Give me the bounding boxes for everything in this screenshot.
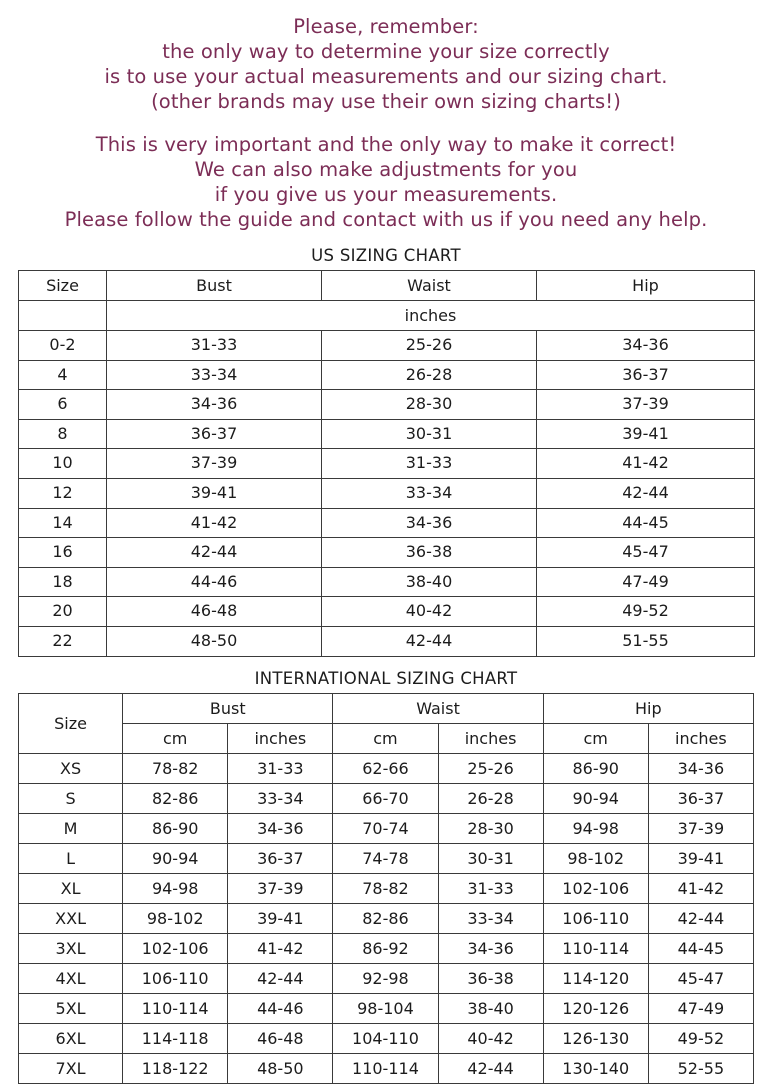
cell-hip: 51-55: [537, 626, 755, 656]
cell-waist-cm: 104-110: [333, 1023, 438, 1053]
column-header-hip: Hip: [537, 271, 755, 301]
cell-waist-in: 26-28: [438, 783, 543, 813]
cell-bust-cm: 94-98: [123, 873, 228, 903]
table-row: [19, 963, 754, 993]
table-row: [19, 753, 754, 783]
cell-size: 20: [19, 597, 107, 627]
sizing-notice: [18, 14, 754, 232]
cell-hip-cm: 126-130: [543, 1023, 648, 1053]
cell-bust-cm: 78-82: [123, 753, 228, 783]
cell-waist: 38-40: [322, 567, 537, 597]
cell-hip: 47-49: [537, 567, 755, 597]
cell-hip-in: 34-36: [648, 753, 753, 783]
cell-hip: 39-41: [537, 419, 755, 449]
notice-line: if you give us your measurements.: [214, 183, 558, 206]
column-header-size: Size: [19, 271, 107, 301]
notice-line: Please follow the guide and contact with us if you need any help.: [64, 208, 708, 231]
cell-bust: 44-46: [107, 567, 322, 597]
cell-waist-cm: 62-66: [333, 753, 438, 783]
table-row: [19, 1023, 754, 1053]
cell-size: 10: [19, 449, 107, 479]
cell-bust-in: 44-46: [228, 993, 333, 1023]
cell-waist-in: 25-26: [438, 753, 543, 783]
cell-size: 8: [19, 419, 107, 449]
cell-bust: 34-36: [107, 390, 322, 420]
cell-hip-in: 36-37: [648, 783, 753, 813]
cell-bust: 42-44: [107, 538, 322, 568]
cell-waist-cm: 66-70: [333, 783, 438, 813]
international-sizing-table: [18, 693, 754, 1084]
cell-waist-in: 30-31: [438, 843, 543, 873]
cell-bust: 31-33: [107, 331, 322, 361]
cell-waist-cm: 74-78: [333, 843, 438, 873]
table-row: [19, 933, 754, 963]
cell-bust-cm: 118-122: [123, 1053, 228, 1083]
subheader-hip-cm: cm: [543, 723, 648, 753]
intl-chart-title: INTERNATIONAL SIZING CHART: [254, 668, 518, 688]
cell-size: 6: [19, 390, 107, 420]
table-row: [19, 390, 755, 420]
table-row: [19, 360, 755, 390]
cell-size: 0-2: [19, 331, 107, 361]
cell-waist: 42-44: [322, 626, 537, 656]
cell-hip: 49-52: [537, 597, 755, 627]
cell-waist-in: 42-44: [438, 1053, 543, 1083]
cell-hip-cm: 110-114: [543, 933, 648, 963]
cell-bust-in: 31-33: [228, 753, 333, 783]
cell-size: 7XL: [19, 1053, 123, 1083]
cell-hip-in: 39-41: [648, 843, 753, 873]
subheader-waist-cm: cm: [333, 723, 438, 753]
cell-waist-in: 31-33: [438, 873, 543, 903]
cell-hip-cm: 86-90: [543, 753, 648, 783]
cell-waist: 26-28: [322, 360, 537, 390]
cell-bust: 39-41: [107, 478, 322, 508]
cell-bust: 37-39: [107, 449, 322, 479]
cell-size: L: [19, 843, 123, 873]
table-row: [19, 626, 755, 656]
table-row: [19, 449, 755, 479]
cell-size: XS: [19, 753, 123, 783]
cell-bust-in: 41-42: [228, 933, 333, 963]
cell-hip-in: 44-45: [648, 933, 753, 963]
cell-bust: 41-42: [107, 508, 322, 538]
cell-waist-cm: 86-92: [333, 933, 438, 963]
cell-bust-in: 39-41: [228, 903, 333, 933]
cell-bust: 48-50: [107, 626, 322, 656]
us-chart-title: US SIZING CHART: [311, 246, 461, 265]
table-header-row: [19, 693, 754, 723]
cell-hip-in: 52-55: [648, 1053, 753, 1083]
cell-waist-in: 34-36: [438, 933, 543, 963]
subheader-bust-cm: cm: [123, 723, 228, 753]
cell-size: 3XL: [19, 933, 123, 963]
table-row: [19, 331, 755, 361]
table-row: [19, 993, 754, 1023]
cell-bust-cm: 98-102: [123, 903, 228, 933]
table-row: [19, 478, 755, 508]
cell-hip: 34-36: [537, 331, 755, 361]
cell-bust-cm: 110-114: [123, 993, 228, 1023]
cell-waist-cm: 82-86: [333, 903, 438, 933]
notice-block-b: [18, 132, 754, 232]
cell-size: 12: [19, 478, 107, 508]
cell-bust-in: 37-39: [228, 873, 333, 903]
table-header-row: [19, 271, 755, 301]
cell-waist-in: 40-42: [438, 1023, 543, 1053]
cell-hip-in: 41-42: [648, 873, 753, 903]
cell-bust-cm: 102-106: [123, 933, 228, 963]
cell-size: 22: [19, 626, 107, 656]
cell-hip-cm: 98-102: [543, 843, 648, 873]
table-units-row: [19, 301, 755, 331]
column-header-hip: Hip: [543, 693, 753, 723]
cell-bust-in: 46-48: [228, 1023, 333, 1053]
subheader-bust-inches: inches: [228, 723, 333, 753]
cell-waist: 36-38: [322, 538, 537, 568]
cell-bust-cm: 82-86: [123, 783, 228, 813]
cell-hip-cm: 114-120: [543, 963, 648, 993]
cell-bust: 36-37: [107, 419, 322, 449]
cell-waist-cm: 70-74: [333, 813, 438, 843]
table-row: [19, 783, 754, 813]
cell-size: XL: [19, 873, 123, 903]
cell-hip-in: 37-39: [648, 813, 753, 843]
cell-bust-in: 36-37: [228, 843, 333, 873]
cell-hip-in: 45-47: [648, 963, 753, 993]
cell-size: 16: [19, 538, 107, 568]
cell-bust-cm: 114-118: [123, 1023, 228, 1053]
column-header-size: Size: [19, 693, 123, 753]
cell-bust-in: 33-34: [228, 783, 333, 813]
cell-bust: 33-34: [107, 360, 322, 390]
cell-size: S: [19, 783, 123, 813]
notice-line: the only way to determine your size correctly: [162, 40, 610, 63]
notice-line: We can also make adjustments for you: [194, 158, 578, 181]
table-row: [19, 508, 755, 538]
notice-line: is to use your actual measurements and our sizing chart.: [104, 65, 668, 88]
cell-hip-cm: 120-126: [543, 993, 648, 1023]
cell-hip: 41-42: [537, 449, 755, 479]
table-row: [19, 1053, 754, 1083]
cell-waist: 28-30: [322, 390, 537, 420]
cell-hip-cm: 102-106: [543, 873, 648, 903]
cell-waist: 31-33: [322, 449, 537, 479]
cell-waist-in: 36-38: [438, 963, 543, 993]
cell-waist-cm: 92-98: [333, 963, 438, 993]
cell-bust-in: 34-36: [228, 813, 333, 843]
cell-waist-cm: 110-114: [333, 1053, 438, 1083]
cell-waist: 30-31: [322, 419, 537, 449]
cell-size: 4: [19, 360, 107, 390]
cell-size: 4XL: [19, 963, 123, 993]
cell-bust-cm: 86-90: [123, 813, 228, 843]
cell-hip: 42-44: [537, 478, 755, 508]
cell-bust-cm: 90-94: [123, 843, 228, 873]
cell-waist-in: 28-30: [438, 813, 543, 843]
cell-hip-cm: 106-110: [543, 903, 648, 933]
cell-hip-in: 47-49: [648, 993, 753, 1023]
cell-size: 6XL: [19, 1023, 123, 1053]
cell-hip: 45-47: [537, 538, 755, 568]
cell-hip: 37-39: [537, 390, 755, 420]
column-header-bust: Bust: [123, 693, 333, 723]
table-row: [19, 843, 754, 873]
table-row: [19, 873, 754, 903]
table-row: [19, 567, 755, 597]
table-row: [19, 813, 754, 843]
cell-bust-in: 42-44: [228, 963, 333, 993]
cell-waist-in: 33-34: [438, 903, 543, 933]
cell-size: 5XL: [19, 993, 123, 1023]
table-subheader-row: [19, 723, 754, 753]
column-header-waist: Waist: [333, 693, 543, 723]
subheader-hip-inches: inches: [648, 723, 753, 753]
table-row: [19, 538, 755, 568]
units-blank: [19, 301, 107, 331]
cell-bust-in: 48-50: [228, 1053, 333, 1083]
cell-bust-cm: 106-110: [123, 963, 228, 993]
cell-size: 14: [19, 508, 107, 538]
subheader-waist-inches: inches: [438, 723, 543, 753]
notice-line: This is very important and the only way to make it correct!: [95, 133, 677, 156]
cell-waist-in: 38-40: [438, 993, 543, 1023]
column-header-bust: Bust: [107, 271, 322, 301]
cell-hip: 36-37: [537, 360, 755, 390]
cell-hip-cm: 90-94: [543, 783, 648, 813]
cell-waist: 33-34: [322, 478, 537, 508]
cell-bust: 46-48: [107, 597, 322, 627]
cell-hip-in: 49-52: [648, 1023, 753, 1053]
table-row: [19, 597, 755, 627]
table-row: [19, 903, 754, 933]
table-row: [19, 419, 755, 449]
cell-waist-cm: 98-104: [333, 993, 438, 1023]
cell-waist: 40-42: [322, 597, 537, 627]
us-sizing-table: [18, 270, 755, 657]
notice-block-a: [18, 14, 754, 114]
units-label: inches: [107, 301, 755, 331]
cell-waist-cm: 78-82: [333, 873, 438, 903]
notice-line: (other brands may use their own sizing charts!): [151, 90, 621, 113]
cell-hip: 44-45: [537, 508, 755, 538]
cell-size: XXL: [19, 903, 123, 933]
cell-size: 18: [19, 567, 107, 597]
column-header-waist: Waist: [322, 271, 537, 301]
cell-hip-cm: 94-98: [543, 813, 648, 843]
cell-size: M: [19, 813, 123, 843]
notice-line: Please, remember:: [293, 15, 479, 38]
cell-waist: 34-36: [322, 508, 537, 538]
cell-hip-cm: 130-140: [543, 1053, 648, 1083]
cell-waist: 25-26: [322, 331, 537, 361]
cell-hip-in: 42-44: [648, 903, 753, 933]
